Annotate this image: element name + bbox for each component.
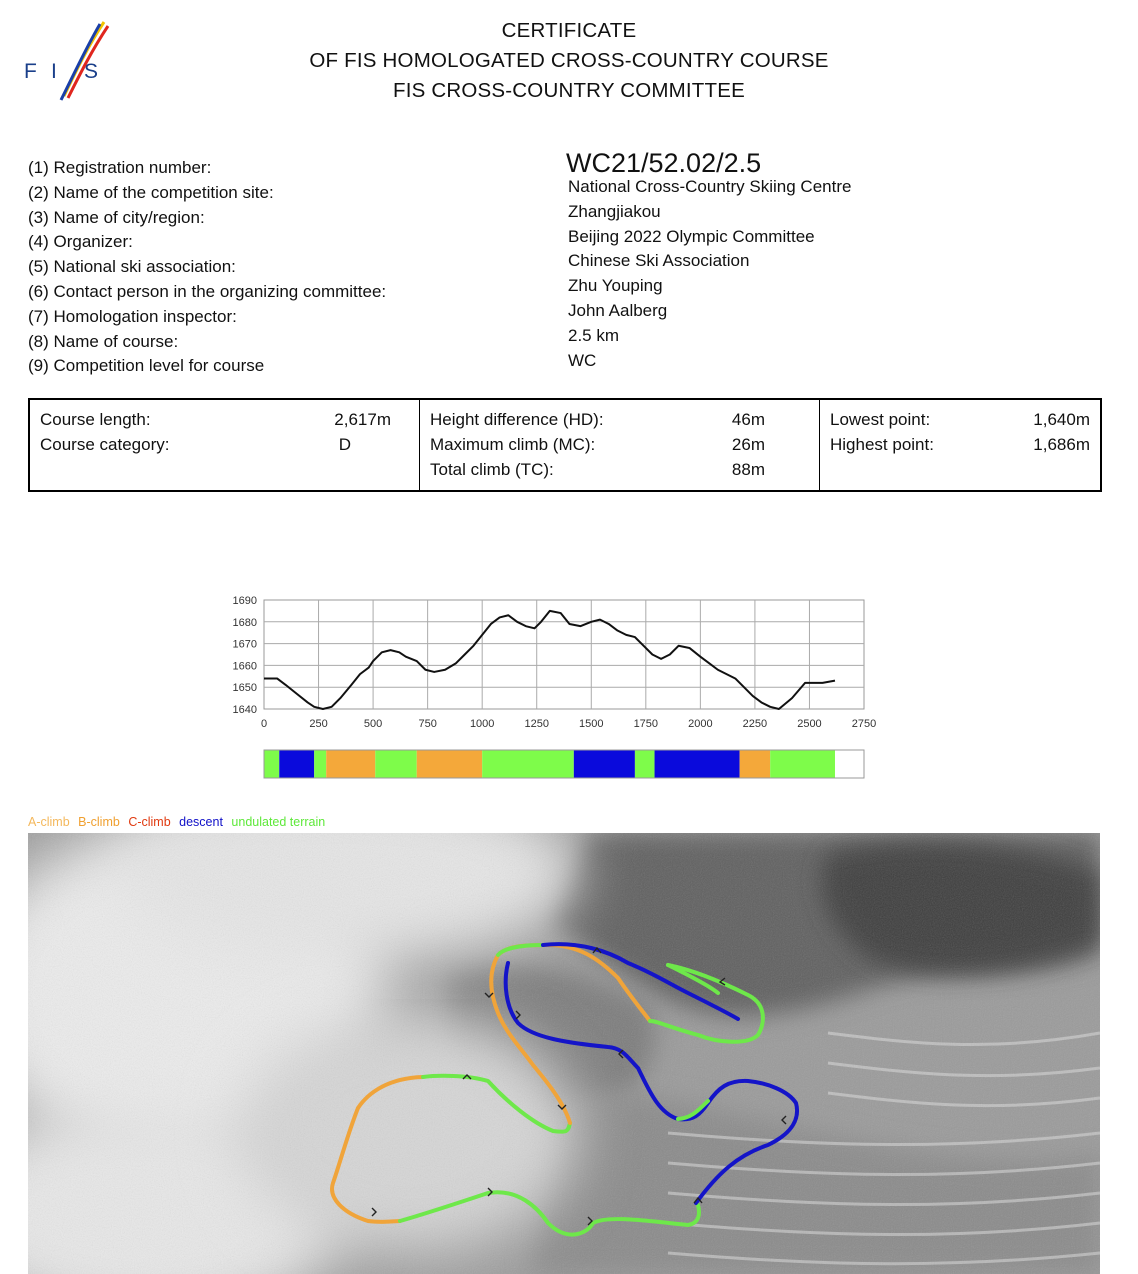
legend-a-climb: A-climb bbox=[28, 815, 70, 829]
label-ski-association: (5) National ski association: bbox=[28, 257, 236, 277]
header-title: CERTIFICATE bbox=[501, 19, 637, 42]
x-tick-label: 2500 bbox=[797, 718, 822, 730]
registration-labels bbox=[28, 156, 386, 379]
x-tick-label: 2750 bbox=[851, 718, 877, 730]
header-committee: FIS CROSS-COUNTRY COMMITTEE bbox=[392, 79, 746, 102]
x-tick-label: 250 bbox=[309, 718, 328, 730]
legend-b-climb: B-climb bbox=[78, 815, 120, 829]
stat-value: 88m bbox=[731, 460, 765, 479]
stat-value: 26m bbox=[731, 435, 765, 454]
stat-row-course-category bbox=[40, 432, 391, 457]
x-tick-label: 2250 bbox=[742, 718, 768, 730]
terrain-segment-undulated bbox=[375, 750, 416, 778]
stat-row-highest-point bbox=[830, 432, 1090, 457]
y-tick-label: 1660 bbox=[232, 660, 257, 673]
stat-label: Lowest point: bbox=[830, 410, 931, 429]
x-tick-label: 1500 bbox=[579, 718, 604, 730]
terrain-segment-undulated bbox=[264, 750, 279, 778]
stat-label: Maximum climb (MC): bbox=[430, 435, 596, 454]
label-competition-site: (2) Name of the competition site: bbox=[28, 182, 274, 202]
label-inspector: (7) Homologation inspector: bbox=[28, 306, 237, 326]
label-registration-number: (1) Registration number: bbox=[28, 158, 212, 177]
logo-letter-s: S bbox=[84, 60, 99, 83]
stat-label: Total climb (TC): bbox=[430, 460, 554, 479]
stat-value: 46m bbox=[731, 410, 765, 429]
stats-column-length bbox=[30, 400, 420, 490]
terrain-segment-undulated bbox=[770, 750, 835, 778]
terrain-segment-descent bbox=[574, 750, 635, 778]
x-tick-label: 1250 bbox=[524, 718, 549, 730]
legend-descent: descent bbox=[179, 815, 223, 829]
stat-row-lowest-point bbox=[830, 407, 1090, 432]
stat-label: Course length: bbox=[40, 410, 151, 429]
label-competition-level: (9) Competition level for course bbox=[28, 356, 265, 376]
x-tick-label: 2000 bbox=[688, 718, 713, 730]
course-map-image bbox=[28, 833, 1100, 1274]
x-tick-label: 0 bbox=[260, 718, 268, 730]
header-subtitle: OF FIS HOMOLOGATED CROSS-COUNTRY COURSE bbox=[309, 49, 829, 72]
logo-letter-i: I bbox=[51, 60, 57, 83]
value-competition-site: National Cross-Country Skiing Centre bbox=[568, 177, 852, 196]
stat-value: 1,640m bbox=[1033, 410, 1090, 429]
label-organizer: (4) Organizer: bbox=[28, 232, 133, 252]
terrain-segment-a-climb bbox=[740, 750, 771, 778]
x-tick-label: 750 bbox=[418, 718, 437, 730]
terrain-segment-a-climb bbox=[326, 750, 375, 778]
y-tick-label: 1650 bbox=[232, 682, 257, 695]
stat-value: 2,617m bbox=[334, 410, 391, 429]
stats-column-climb bbox=[420, 400, 820, 490]
terrain-segment-descent bbox=[655, 750, 740, 778]
y-tick-label: 1690 bbox=[232, 595, 257, 607]
label-course-name: (8) Name of course: bbox=[28, 331, 179, 351]
terrain-segment-b-climb bbox=[417, 750, 482, 778]
value-organizer: Beijing 2022 Olympic Committee bbox=[568, 226, 815, 246]
course-map bbox=[28, 833, 1100, 1274]
stat-label: Course category: bbox=[40, 435, 170, 454]
stat-row-course-length bbox=[40, 407, 391, 432]
value-inspector: John Aalberg bbox=[568, 300, 668, 320]
stat-value: 1,686m bbox=[1033, 435, 1090, 454]
x-tick-label: 1000 bbox=[469, 718, 495, 730]
x-tick-label: 500 bbox=[363, 718, 383, 730]
x-tick-label: 1750 bbox=[633, 718, 659, 730]
value-ski-association: Chinese Ski Association bbox=[568, 251, 750, 271]
terrain-segment-undulated bbox=[482, 750, 574, 778]
label-city-region: (3) Name of city/region: bbox=[28, 207, 205, 227]
value-contact-person: Zhu Youping bbox=[568, 276, 663, 296]
value-city-region: Zhangjiakou bbox=[568, 201, 661, 221]
logo-letter-f: F bbox=[24, 60, 37, 83]
y-tick-label: 1640 bbox=[232, 704, 257, 716]
stat-label: Highest point: bbox=[830, 435, 934, 454]
value-competition-level: WC bbox=[568, 350, 597, 370]
terrain-segment-descent bbox=[279, 750, 314, 778]
stat-row-maximum-climb bbox=[430, 432, 765, 457]
legend-undulated: undulated terrain bbox=[231, 815, 326, 829]
stat-label: Height difference (HD): bbox=[430, 410, 604, 429]
terrain-legend bbox=[28, 815, 330, 829]
course-stats-table bbox=[28, 398, 1102, 492]
y-tick-label: 1680 bbox=[232, 616, 257, 629]
terrain-segment-undulated bbox=[314, 750, 326, 778]
registration-number: WC21/52.02/2.5 bbox=[566, 148, 762, 178]
terrain-segment-undulated bbox=[635, 750, 655, 778]
value-course-name: 2.5 km bbox=[568, 325, 620, 345]
stat-value: D bbox=[338, 435, 351, 454]
stat-row-height-difference bbox=[430, 407, 765, 432]
stat-row-total-climb bbox=[430, 457, 765, 482]
stats-column-elevation bbox=[820, 400, 1100, 490]
elevation-profile-chart bbox=[220, 588, 900, 788]
y-tick-label: 1670 bbox=[232, 638, 257, 651]
registration-values bbox=[568, 175, 851, 373]
certificate-header bbox=[0, 16, 1138, 106]
label-contact-person: (6) Contact person in the organizing committee: bbox=[28, 281, 387, 301]
legend-c-climb: C-climb bbox=[128, 815, 171, 829]
